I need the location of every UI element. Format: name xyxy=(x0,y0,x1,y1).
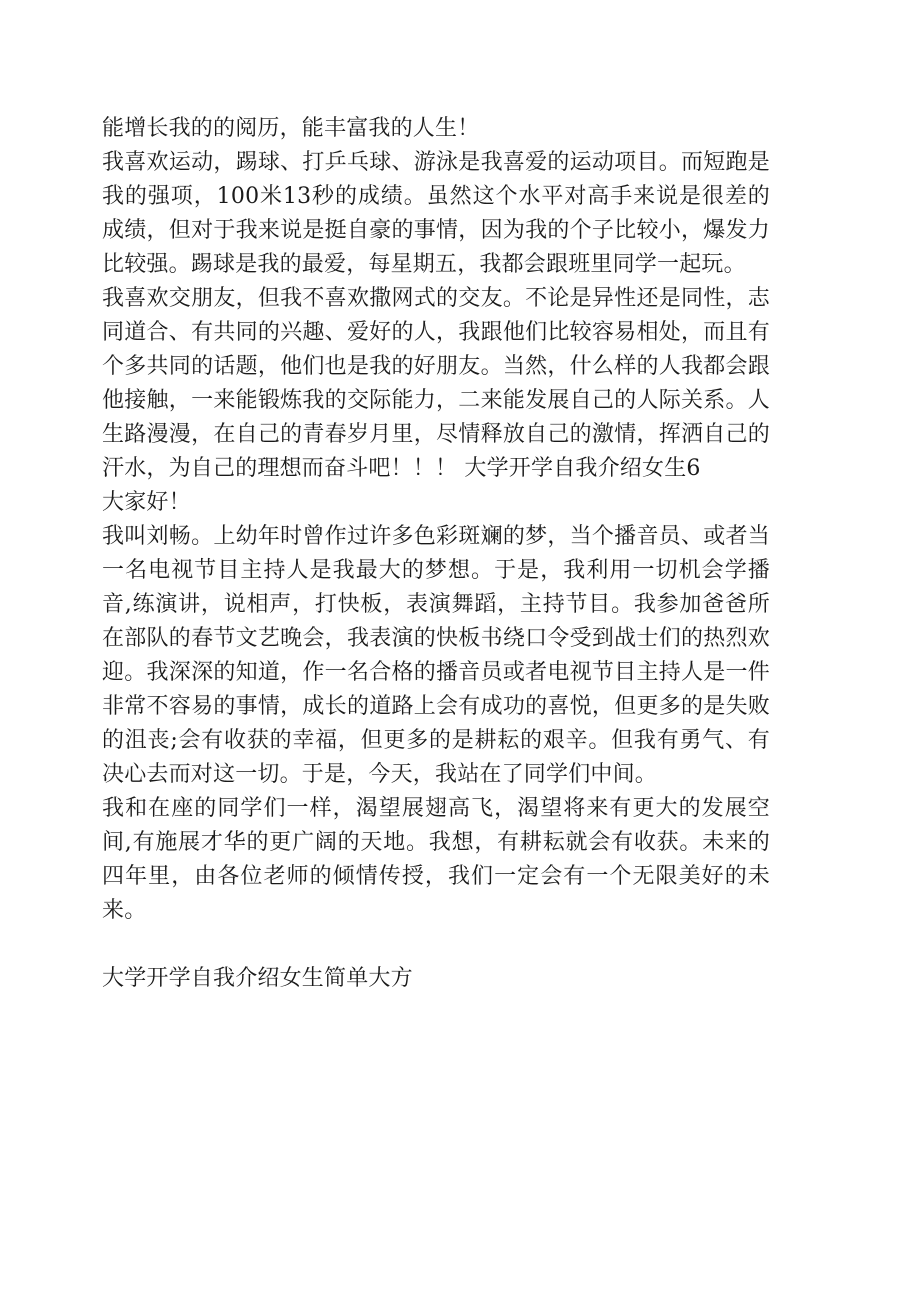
paragraph-6: 我和在座的同学们一样，渴望展翅高飞，渴望将来有更大的发展空间,有施展才华的更广阔的天地。我想，有耕耘就会有收获。未来的四年里，由各位老师的倾情传授，我们一定会有一个无限美好的未来。 xyxy=(102,796,770,923)
paragraph-1: 能增长我的的阅历，能丰富我的人生！ xyxy=(102,116,480,141)
blank-line xyxy=(102,928,770,962)
paragraph-5: 我叫刘畅。上幼年时曾作过许多色彩斑斓的梦，当个播音员、或者当一名电视节目主持人是我最大的梦想。于是，我利用一切机会学播音,练演讲，说相声，打快板，表演舞蹈，主持节目。我参加爸爸所在部队的春节文艺晚会，我表演的快板书绕口令受到战士们的热烈欢迎。我深深的知道，作一名合格的播音员或者电视节目主持人是一件非常不容易的事情，成长的道路上会有成功的喜悦，但更多的是失败的沮丧;会有收获的幸福，但更多的是耕耘的艰辛。但我有勇气、有决心去而对这一切。于是，今天，我站在了同学们中间。 xyxy=(102,524,770,787)
document-body xyxy=(102,112,770,996)
paragraph-4: 大家好！ xyxy=(102,490,191,515)
section-heading: 大学开学自我介绍女生简单大方 xyxy=(102,966,413,991)
paragraph-2: 我喜欢运动，踢球、打乒乓球、游泳是我喜爱的运动项目。而短跑是我的强项，100米13秒的成绩。虽然这个水平对高手来说是很差的成绩，但对于我来说是挺自豪的事情，因为我的个子比较小，爆发力比较强。踢球是我的最爱，每星期五，我都会跟班里同学一起玩。 xyxy=(102,150,770,277)
paragraph-3: 我喜欢交朋友，但我不喜欢撒网式的交友。不论是异性还是同性，志同道合、有共同的兴趣、爱好的人，我跟他们比较容易相处，而且有个多共同的话题，他们也是我的好朋友。当然，什么样的人我都会跟他接触，一来能锻炼我的交际能力，二来能发展自己的人际关系。人生路漫漫，在自己的青春岁月里，尽情释放自己的激情，挥洒自己的汗水，为自己的理想而奋斗吧！！！ 大学开学自我介绍女生6 xyxy=(102,286,770,481)
